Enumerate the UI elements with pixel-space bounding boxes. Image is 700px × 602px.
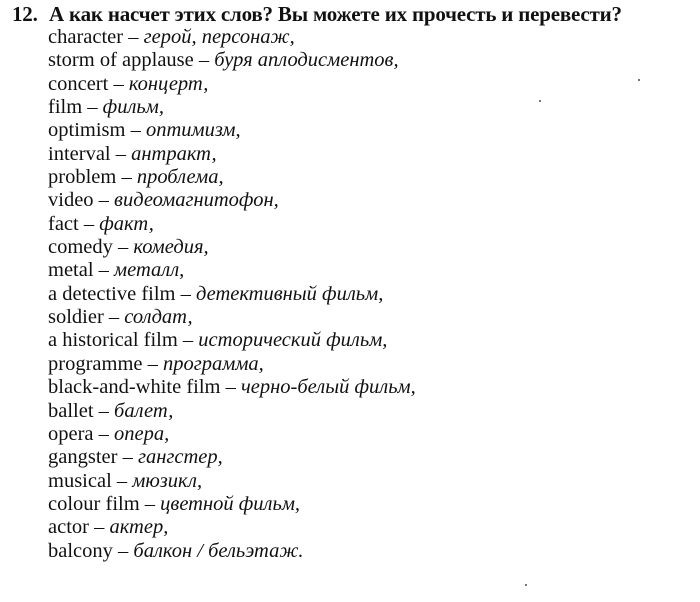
dash: –	[144, 492, 156, 515]
punctuation: ,	[148, 212, 154, 235]
english-term: concert	[48, 72, 109, 95]
russian-translation: видеомагнитофон	[114, 189, 274, 212]
punctuation: ,	[382, 329, 388, 352]
punctuation: ,	[197, 469, 203, 492]
dash: –	[113, 72, 124, 95]
punctuation: ,	[294, 492, 301, 515]
punctuation: ,	[235, 119, 241, 142]
vocab-item	[48, 470, 416, 493]
english-term: film	[48, 96, 83, 119]
english-term: character	[48, 26, 124, 48]
russian-translation: концерт	[128, 72, 204, 95]
vocab-item	[48, 446, 416, 469]
russian-translation: опера	[114, 422, 165, 445]
russian-translation: актер	[109, 516, 164, 539]
english-term: balcony	[48, 539, 113, 562]
vocab-item	[48, 73, 416, 96]
russian-translation: балкон / бельэтаж	[133, 539, 299, 562]
russian-translation: факт	[99, 212, 149, 235]
english-term: storm of applause	[48, 49, 194, 72]
dash: –	[98, 399, 109, 422]
vocab-item	[48, 376, 416, 399]
english-term: actor	[48, 516, 89, 539]
punctuation: ,	[273, 189, 279, 212]
dash: –	[130, 119, 141, 142]
dash: –	[98, 259, 109, 282]
punctuation: ,	[393, 49, 399, 72]
vocab-item	[48, 189, 416, 212]
punctuation: ,	[168, 399, 174, 422]
vocab-item	[48, 119, 416, 142]
punctuation: ,	[218, 166, 224, 189]
english-term: musical	[48, 469, 112, 492]
dash: –	[147, 352, 158, 375]
vocab-item	[48, 259, 416, 282]
exercise-title: А как насчет этих слов? Вы можете их прочесть и перевести?	[49, 2, 622, 26]
russian-translation: проблема	[136, 166, 219, 189]
vocab-item	[48, 353, 416, 376]
dash: –	[198, 49, 210, 72]
vocab-item	[48, 166, 416, 189]
english-term: colour film	[48, 492, 140, 515]
punctuation: ,	[211, 142, 217, 165]
russian-translation: мюзикл	[132, 469, 197, 492]
english-term: interval	[48, 142, 111, 165]
vocab-item	[48, 400, 416, 423]
punctuation: ,	[217, 446, 223, 469]
dash: –	[87, 96, 98, 119]
russian-translation: цветной фильм	[160, 492, 295, 515]
vocabulary-list	[48, 26, 416, 563]
vocab-item	[48, 516, 416, 539]
russian-translation: металл	[114, 259, 180, 282]
exercise-heading	[12, 2, 622, 26]
english-term: ballet	[48, 399, 94, 422]
dash: –	[180, 282, 191, 305]
dash: –	[225, 376, 236, 399]
punctuation: ,	[179, 259, 185, 282]
scan-speck	[638, 79, 640, 81]
english-term: problem	[48, 166, 117, 189]
punctuation: ,	[378, 282, 384, 305]
dash: –	[83, 212, 95, 235]
punctuation: ,	[163, 516, 169, 539]
russian-translation: фильм	[102, 96, 159, 119]
vocab-item	[48, 329, 416, 352]
english-term: black-and-white film	[48, 376, 221, 399]
russian-translation: антракт	[131, 142, 212, 165]
russian-translation: программа	[163, 352, 259, 375]
vocab-item	[48, 96, 416, 119]
russian-translation: буря аплодисментов	[214, 49, 394, 72]
dash: –	[98, 189, 109, 212]
english-term: video	[48, 189, 94, 212]
punctuation: ,	[164, 422, 170, 445]
russian-translation: детективный фильм	[196, 282, 379, 305]
punctuation: ,	[410, 376, 416, 399]
punctuation: ,	[289, 26, 295, 48]
russian-translation: солдат	[124, 306, 188, 329]
dash: –	[118, 539, 129, 562]
punctuation: .	[298, 539, 304, 562]
dash: –	[122, 446, 133, 469]
punctuation: ,	[203, 72, 209, 95]
english-term: metal	[48, 259, 94, 282]
russian-translation: исторический фильм	[198, 329, 383, 352]
dash: –	[94, 516, 105, 539]
dash: –	[121, 166, 132, 189]
english-term: comedy	[48, 236, 113, 259]
russian-translation: гангстер	[137, 446, 218, 469]
english-term: soldier	[48, 306, 104, 329]
vocab-item	[48, 143, 416, 166]
vocab-item	[48, 540, 416, 563]
scan-speck	[539, 100, 541, 102]
russian-translation: оптимизм	[145, 119, 236, 142]
punctuation: ,	[258, 352, 264, 375]
vocab-item	[48, 236, 416, 259]
english-term: fact	[48, 212, 79, 235]
scan-speck	[525, 584, 527, 586]
exercise-number: 12.	[12, 2, 38, 26]
vocab-item	[48, 213, 416, 236]
vocab-item	[48, 283, 416, 306]
dash: –	[98, 422, 109, 445]
russian-translation: герой, персонаж	[143, 26, 290, 48]
vocab-item	[48, 49, 416, 72]
russian-translation: комедия	[133, 236, 204, 259]
dash: –	[116, 469, 128, 492]
dash: –	[118, 236, 129, 259]
english-term: a detective film	[48, 282, 176, 305]
dash: –	[115, 142, 126, 165]
dash: –	[128, 26, 139, 48]
vocab-item	[48, 26, 416, 49]
vocab-item	[48, 306, 416, 329]
english-term: optimism	[48, 119, 126, 142]
punctuation: ,	[187, 306, 193, 329]
english-term: gangster	[48, 446, 118, 469]
english-term: a historical film	[48, 329, 178, 352]
dash: –	[108, 306, 120, 329]
vocab-item	[48, 493, 416, 516]
russian-translation: черно-белый фильм	[240, 376, 411, 399]
english-term: programme	[48, 352, 143, 375]
dash: –	[182, 329, 194, 352]
russian-translation: балет	[114, 399, 169, 422]
vocab-item	[48, 423, 416, 446]
english-term: opera	[48, 422, 94, 445]
punctuation: ,	[203, 236, 209, 259]
punctuation: ,	[158, 96, 164, 119]
